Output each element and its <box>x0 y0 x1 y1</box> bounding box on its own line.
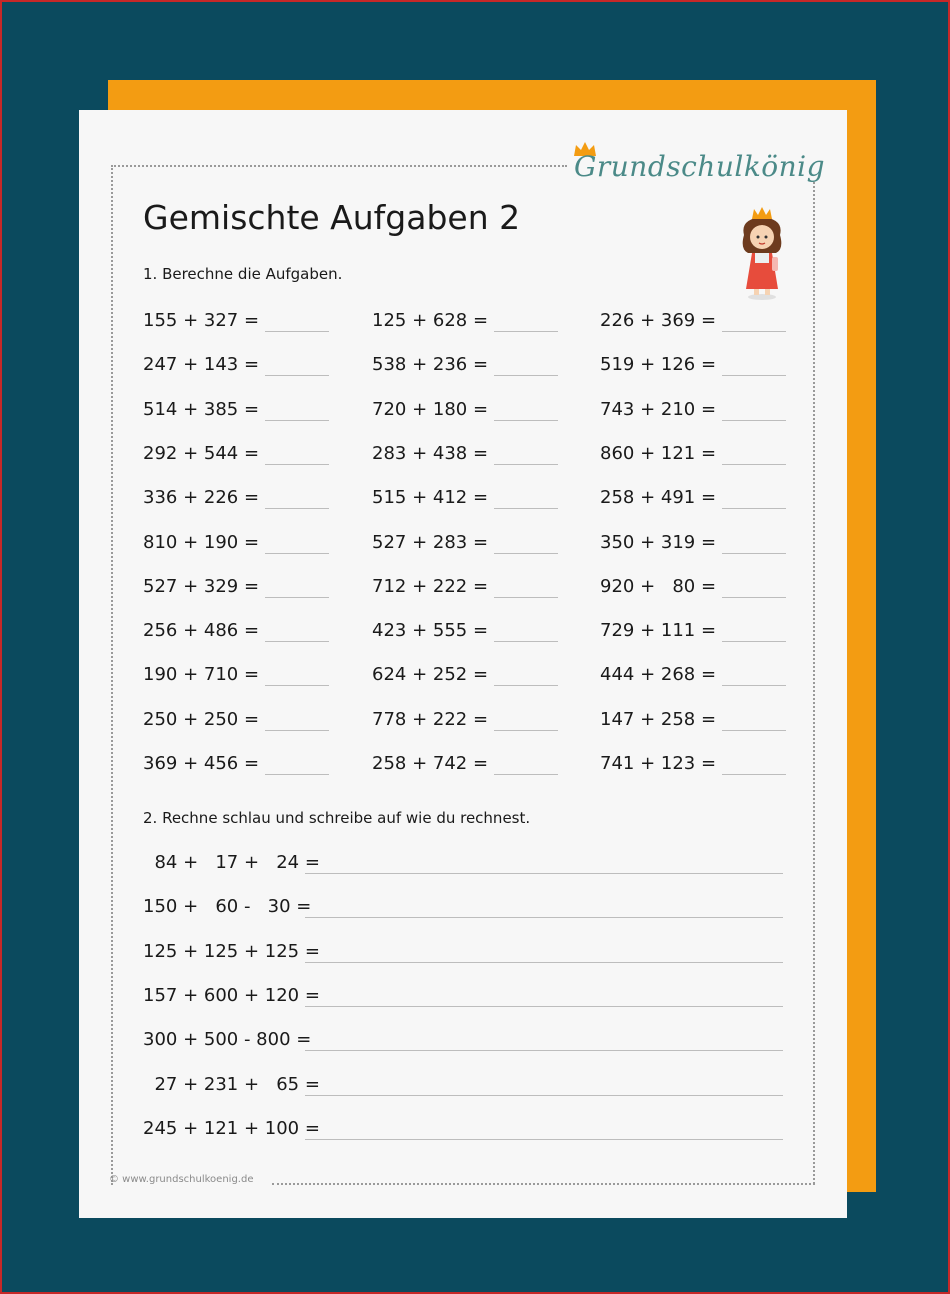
dotted-border-left <box>111 165 113 1185</box>
answer-line[interactable] <box>722 331 786 332</box>
answer-line[interactable] <box>494 553 558 554</box>
problem-row <box>372 487 558 508</box>
working-line[interactable] <box>305 873 783 874</box>
smart-calc-row <box>143 1074 783 1095</box>
answer-line[interactable] <box>265 553 329 554</box>
answer-line[interactable] <box>722 730 786 731</box>
problem-row <box>372 443 558 464</box>
problem-expression: 423 + 555 = <box>372 620 489 642</box>
brand-name: Grundschulkönig <box>574 150 826 183</box>
answer-line[interactable] <box>265 420 329 421</box>
problem-row <box>372 664 558 685</box>
problem-row <box>372 620 558 641</box>
problem-row <box>600 443 786 464</box>
problem-row <box>600 532 786 553</box>
working-line[interactable] <box>305 1095 783 1096</box>
problem-expression: 444 + 268 = <box>600 664 717 686</box>
smart-calc-row <box>143 985 783 1006</box>
problem-expression: 712 + 222 = <box>372 575 489 597</box>
answer-line[interactable] <box>722 508 786 509</box>
dotted-border-bottom <box>272 1183 815 1185</box>
problem-expression: 538 + 236 = <box>372 354 489 376</box>
smart-calc-expression: 150 + 60 - 30 = <box>143 896 312 918</box>
problem-row <box>600 664 786 685</box>
problem-row <box>143 354 329 375</box>
problem-row <box>600 709 786 730</box>
page-title: Gemischte Aufgaben 2 <box>143 198 521 237</box>
dotted-border-right <box>813 182 815 1184</box>
problem-row <box>372 532 558 553</box>
answer-line[interactable] <box>265 375 329 376</box>
answer-line[interactable] <box>494 641 558 642</box>
answer-line[interactable] <box>494 730 558 731</box>
smart-calc-row <box>143 852 783 873</box>
answer-line[interactable] <box>722 774 786 775</box>
working-line[interactable] <box>305 1006 783 1007</box>
smart-calc-expression: 27 + 231 + 65 = <box>143 1073 320 1095</box>
problem-expression: 190 + 710 = <box>143 664 260 686</box>
footer-copyright: © www.grundschulkoenig.de <box>109 1174 254 1185</box>
answer-line[interactable] <box>722 553 786 554</box>
problem-expression: 743 + 210 = <box>600 398 717 420</box>
problem-row <box>372 709 558 730</box>
answer-line[interactable] <box>494 464 558 465</box>
problem-row <box>372 576 558 597</box>
answer-line[interactable] <box>722 420 786 421</box>
problem-row <box>143 753 329 774</box>
section-2-label: 2. Rechne schlau und schreibe auf wie du rechnest. <box>143 809 531 827</box>
problem-expression: 519 + 126 = <box>600 354 717 376</box>
problem-row <box>143 399 329 420</box>
problem-expression: 258 + 742 = <box>372 753 489 774</box>
smart-calc-row <box>143 1029 783 1050</box>
problem-expression: 729 + 111 = <box>600 620 717 642</box>
answer-line[interactable] <box>494 774 558 775</box>
problem-expression: 527 + 283 = <box>372 531 489 553</box>
problem-expression: 155 + 327 = <box>143 310 260 331</box>
worksheet <box>79 110 847 1218</box>
dotted-border-top <box>111 165 567 167</box>
smart-calc-expression: 157 + 600 + 120 = <box>143 984 320 1006</box>
answer-line[interactable] <box>494 685 558 686</box>
problem-row <box>143 443 329 464</box>
problem-expression: 920 + 80 = <box>600 575 717 597</box>
problem-expression: 810 + 190 = <box>143 531 260 553</box>
problem-expression: 226 + 369 = <box>600 310 717 331</box>
problem-row <box>600 753 786 774</box>
answer-line[interactable] <box>265 508 329 509</box>
answer-line[interactable] <box>494 331 558 332</box>
problem-expression: 125 + 628 = <box>372 310 489 331</box>
problem-row <box>600 576 786 597</box>
problem-expression: 250 + 250 = <box>143 708 260 730</box>
problem-row <box>600 354 786 375</box>
problem-expression: 247 + 143 = <box>143 354 260 376</box>
working-line[interactable] <box>305 962 783 963</box>
problem-row <box>600 399 786 420</box>
problem-row <box>143 487 329 508</box>
problem-expression: 147 + 258 = <box>600 708 717 730</box>
smart-calc-expression: 125 + 125 + 125 = <box>143 940 320 962</box>
problem-row <box>143 664 329 685</box>
smart-calc-expression: 245 + 121 + 100 = <box>143 1117 320 1139</box>
answer-line[interactable] <box>722 375 786 376</box>
problem-expression: 283 + 438 = <box>372 442 489 464</box>
smart-calc-row <box>143 1118 783 1139</box>
problem-expression: 258 + 491 = <box>600 487 717 509</box>
smart-calc-row <box>143 896 783 917</box>
answer-line[interactable] <box>265 774 329 775</box>
answer-line[interactable] <box>494 597 558 598</box>
answer-line[interactable] <box>494 508 558 509</box>
answer-line[interactable] <box>265 331 329 332</box>
smart-calc-row <box>143 941 783 962</box>
answer-line[interactable] <box>265 641 329 642</box>
problem-expression: 336 + 226 = <box>143 487 260 509</box>
answer-line[interactable] <box>494 375 558 376</box>
problem-row <box>372 354 558 375</box>
answer-line[interactable] <box>722 464 786 465</box>
answer-line[interactable] <box>494 420 558 421</box>
problem-row <box>600 310 786 331</box>
problem-expression: 292 + 544 = <box>143 442 260 464</box>
problem-expression: 256 + 486 = <box>143 620 260 642</box>
princess-illustration-icon <box>734 205 790 301</box>
problem-expression: 514 + 385 = <box>143 398 260 420</box>
problem-expression: 741 + 123 = <box>600 753 717 774</box>
brand-logo <box>572 140 826 190</box>
problem-expression: 860 + 121 = <box>600 442 717 464</box>
working-line[interactable] <box>305 917 783 918</box>
problem-row <box>600 487 786 508</box>
problem-expression: 515 + 412 = <box>372 487 489 509</box>
problem-expression: 624 + 252 = <box>372 664 489 686</box>
answer-line[interactable] <box>265 597 329 598</box>
problem-row <box>143 709 329 730</box>
problem-row <box>372 753 558 774</box>
problem-row <box>143 310 329 331</box>
working-line[interactable] <box>305 1050 783 1051</box>
problem-row <box>143 620 329 641</box>
problem-expression: 527 + 329 = <box>143 575 260 597</box>
smart-calc-expression: 300 + 500 - 800 = <box>143 1029 312 1051</box>
problem-expression: 720 + 180 = <box>372 398 489 420</box>
answer-line[interactable] <box>722 641 786 642</box>
problem-row <box>372 310 558 331</box>
problem-row <box>600 620 786 641</box>
smart-calc-expression: 84 + 17 + 24 = <box>143 852 320 873</box>
answer-line[interactable] <box>265 685 329 686</box>
section-1-label: 1. Berechne die Aufgaben. <box>143 265 343 283</box>
answer-line[interactable] <box>722 597 786 598</box>
problem-row <box>372 399 558 420</box>
problem-expression: 778 + 222 = <box>372 708 489 730</box>
answer-line[interactable] <box>265 464 329 465</box>
problem-expression: 350 + 319 = <box>600 531 717 553</box>
answer-line[interactable] <box>722 685 786 686</box>
working-line[interactable] <box>305 1139 783 1140</box>
problem-row <box>143 532 329 553</box>
problem-expression: 369 + 456 = <box>143 753 260 774</box>
problem-row <box>143 576 329 597</box>
answer-line[interactable] <box>265 730 329 731</box>
